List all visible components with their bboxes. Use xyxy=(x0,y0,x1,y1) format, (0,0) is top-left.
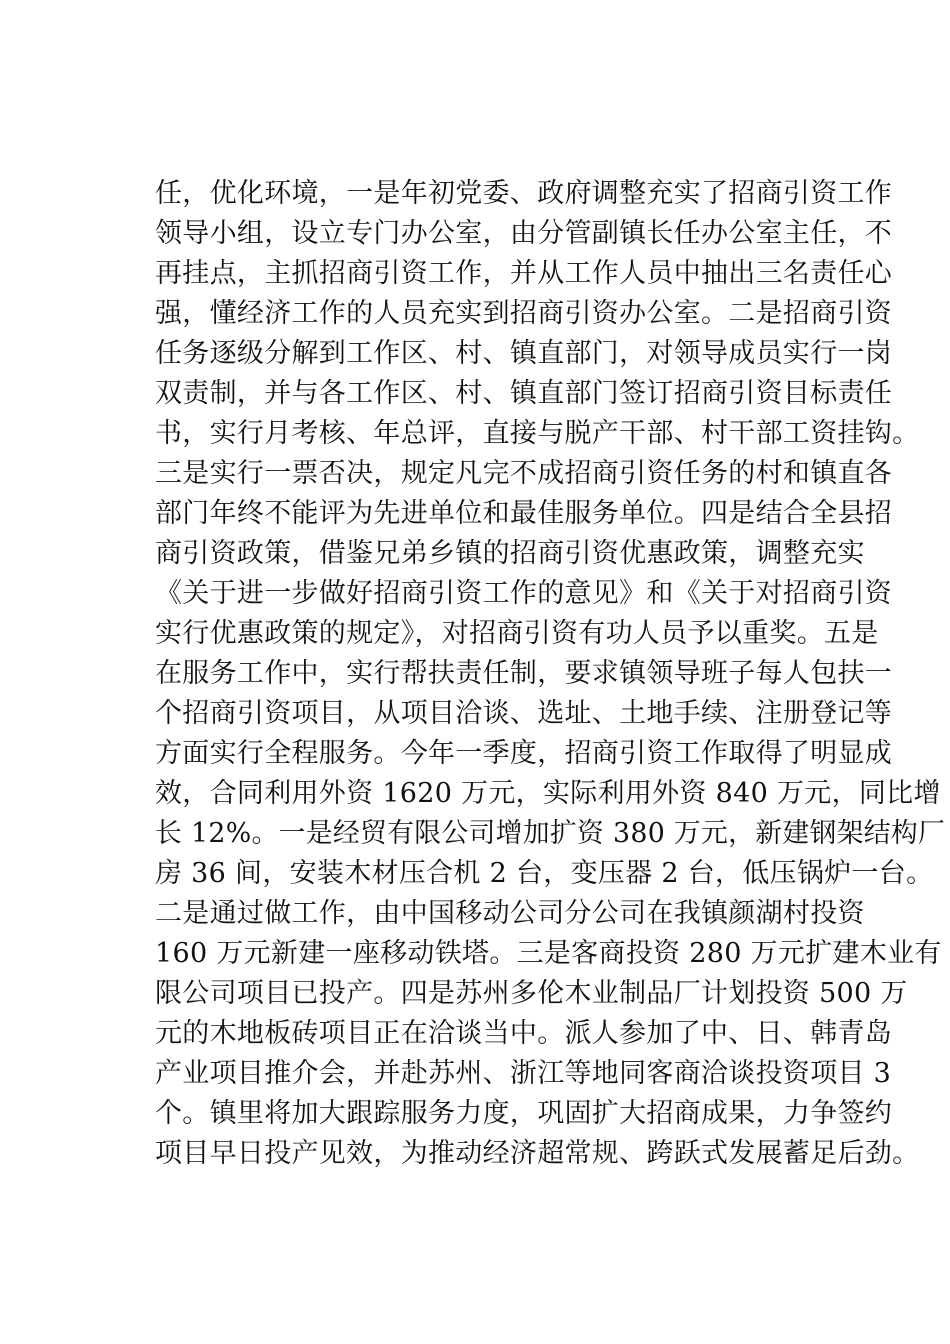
paragraph-line: 三是实行一票否决，规定凡完不成招商引资任务的村和镇直各 xyxy=(155,458,893,489)
paragraph-line: 二是通过做工作，由中国移动公司分公司在我镇颜湖村投资 xyxy=(155,898,865,929)
paragraph-line: 个招商引资项目，从项目洽谈、选址、土地手续、注册登记等 xyxy=(155,698,893,729)
paragraph-line: 160 万元新建一座移动铁塔。三是客商投资 280 万元扩建木业有 xyxy=(155,938,942,969)
paragraph-line: 项目早日投产见效，为推动经济超常规、跨跃式发展蓄足后劲。 xyxy=(155,1138,920,1169)
paragraph-line: 任，优化环境，一是年初党委、政府调整充实了招商引资工作 xyxy=(155,178,893,209)
paragraph-line: 效，合同利用外资 1620 万元，实际利用外资 840 万元，同比增 xyxy=(155,778,941,809)
paragraph-line: 元的木地板砖项目正在洽谈当中。派人参加了中、日、韩青岛 xyxy=(155,1018,893,1049)
paragraph-line: 《关于进一步做好招商引资工作的意见》和《关于对招商引资 xyxy=(155,578,893,609)
paragraph-line: 长 12%。一是经贸有限公司增加扩资 380 万元，新建钢架结构厂 xyxy=(155,818,946,849)
paragraph-line: 房 36 间，安装木材压合机 2 台，变压器 2 台，低压锅炉一台。 xyxy=(155,858,934,889)
paragraph-line: 再挂点，主抓招商引资工作，并从工作人员中抽出三名责任心 xyxy=(155,258,893,289)
paragraph-line: 个。镇里将加大跟踪服务力度，巩固扩大招商成果，力争签约 xyxy=(155,1098,893,1129)
paragraph-line: 双责制，并与各工作区、村、镇直部门签订招商引资目标责任 xyxy=(155,378,893,409)
paragraph-line: 商引资政策，借鉴兄弟乡镇的招商引资优惠政策，调整充实 xyxy=(155,538,865,569)
paragraph-line: 方面实行全程服务。今年一季度，招商引资工作取得了明显成 xyxy=(155,738,893,769)
paragraph-line: 实行优惠政策的规定》，对招商引资有功人员予以重奖。五是 xyxy=(155,618,879,649)
paragraph-line: 强，懂经济工作的人员充实到招商引资办公室。二是招商引资 xyxy=(155,298,893,329)
paragraph-line: 领导小组，设立专门办公室，由分管副镇长任办公室主任，不 xyxy=(155,218,893,249)
paragraph-line: 产业项目推介会，并赴苏州、浙江等地同客商洽谈投资项目 3 xyxy=(155,1058,892,1089)
paragraph-line: 书，实行月考核、年总评，直接与脱产干部、村干部工资挂钩。 xyxy=(155,418,920,449)
paragraph-line: 在服务工作中，实行帮扶责任制，要求镇领导班子每人包扶一 xyxy=(155,658,893,689)
paragraph-line: 任务逐级分解到工作区、村、镇直部门，对领导成员实行一岗 xyxy=(155,338,893,369)
paragraph-line: 部门年终不能评为先进单位和最佳服务单位。四是结合全县招 xyxy=(155,498,893,529)
paragraph-line: 限公司项目已投产。四是苏州多伦木业制品厂计划投资 500 万 xyxy=(155,978,908,1009)
